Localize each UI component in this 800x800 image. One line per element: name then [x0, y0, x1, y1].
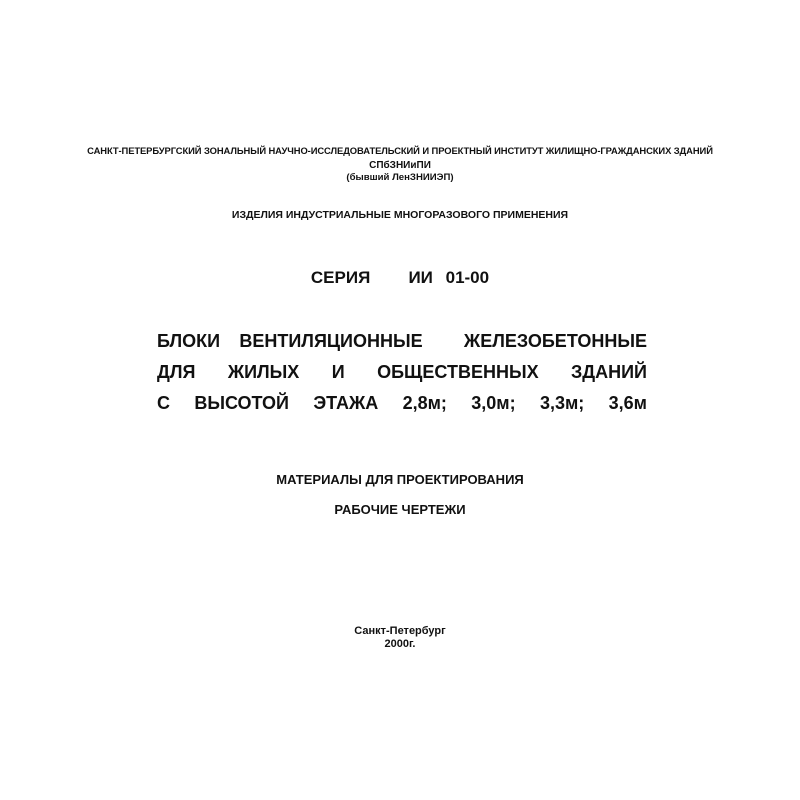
institute-abbreviation: СПбЗНИиПИ	[369, 160, 431, 171]
floor-height: 3,0м;	[471, 393, 516, 413]
title-word: ВЕНТИЛЯЦИОННЫЕ	[239, 331, 423, 351]
series-number: СЕРИЯ ИИ 01-00	[310, 268, 490, 287]
title-word: БЛОКИ	[157, 331, 221, 351]
title-word: ЖИЛЫХ	[227, 362, 300, 382]
publication-city: Санкт-Петербург	[354, 625, 446, 637]
title-word: ЖЕЛЕЗОБЕТОННЫЕ	[463, 331, 647, 351]
document-subtitle: РАБОЧИЕ ЧЕРТЕЖИ	[334, 502, 466, 517]
title-word: И	[331, 362, 345, 382]
title-line-2	[157, 362, 647, 383]
floor-height: 3,6м	[608, 393, 647, 413]
title-line-1	[157, 331, 647, 352]
document-purpose: МАТЕРИАЛЫ ДЛЯ ПРОЕКТИРОВАНИЯ	[276, 472, 524, 487]
title-word: ЭТАЖА	[313, 393, 379, 413]
floor-height: 3,3м;	[539, 393, 585, 413]
product-type: ИЗДЕЛИЯ ИНДУСТРИАЛЬНЫЕ МНОГОРАЗОВОГО ПРИМЕНЕНИЯ	[231, 209, 569, 221]
title-word: С	[157, 393, 170, 413]
title-word: ВЫСОТОЙ	[194, 393, 289, 413]
title-line-3	[157, 393, 647, 414]
title-word: ДЛЯ	[157, 362, 196, 382]
institute-former-name: (бывший ЛенЗНИИЭП)	[346, 172, 454, 183]
floor-height: 2,8м;	[402, 393, 447, 413]
publication-year: 2000г.	[384, 638, 416, 650]
title-word: ЗДАНИЙ	[571, 362, 647, 382]
institute-full-name: САНКТ-ПЕТЕРБУРГСКИЙ ЗОНАЛЬНЫЙ НАУЧНО-ИССЛЕДОВАТЕЛЬСКИЙ И ПРОЕКТНЫЙ ИНСТИТУТ ЖИЛИЩНО-ГРАЖДАНСКИХ ЗДАНИЙ	[87, 146, 713, 157]
title-word: ОБЩЕСТВЕННЫХ	[377, 362, 539, 382]
